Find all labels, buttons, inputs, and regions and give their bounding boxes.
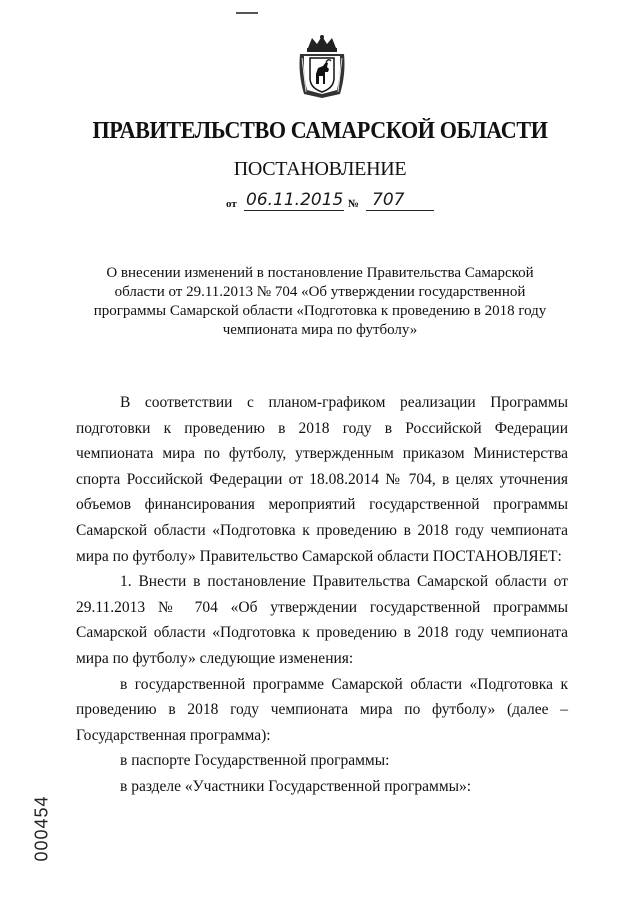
registration-stamp-number — [22, 788, 62, 868]
item-1-paragraph: 1. Внести в постановление Правительства Самарской области от 29.11.2013 № 704 «Об утверждении государственной программы Самарской области «Подготовка к проведению в 2018 году чемпионата мира по футболу» следующие изменения: — [76, 573, 568, 667]
date-label: от — [226, 198, 237, 210]
participants-paragraph: в разделе «Участники Государственной программы»: — [120, 777, 472, 795]
date-value: 06.11.2015 — [246, 190, 344, 210]
document-body — [76, 390, 568, 800]
document-date-number — [226, 190, 446, 214]
date-underline — [244, 210, 344, 211]
organization-title: ПРАВИТЕЛЬСТВО САМАРСКОЙ ОБЛАСТИ — [92, 118, 548, 144]
number-underline — [366, 210, 434, 211]
document-subject: О внесении изменений в постановление Правительства Самарской области от 29.11.2013 № 704 «Об утверждении государственной программы Самарской области «Подготовка к проведению в 2018 году чемпионата мира по футболу» — [93, 265, 547, 338]
scan-mark — [236, 12, 258, 14]
samara-coat-of-arms-icon — [296, 34, 348, 100]
number-label: № — [348, 198, 360, 210]
passport-paragraph: в паспорте Государственной программы: — [120, 752, 390, 770]
preamble-paragraph: В соответствии с планом-графиком реализации Программы подготовки к проведению в 2018 году в Российской Федерации чемпионата мира по футболу, утвержденным приказом Министерства спорта Российской Федерации от 18.08.2014 № 704, в целях уточнения объемов финансирования мероприятий государственной программы Самарской области «Подготовка к проведению в 2018 году чемпионата мира по футболу» Правительство Самарской области ПОСТАНОВЛЯЕТ: — [76, 394, 568, 565]
document-type: ПОСТАНОВЛЕНИЕ — [233, 158, 407, 180]
item-1-sub-paragraph: в государственной программе Самарской области «Подготовка к проведению в 2018 году чемпионата мира по футболу» (далее – Государственная программа): — [76, 675, 568, 744]
stamp-number-text: 000454 — [31, 794, 52, 862]
number-value: 707 — [372, 190, 405, 210]
